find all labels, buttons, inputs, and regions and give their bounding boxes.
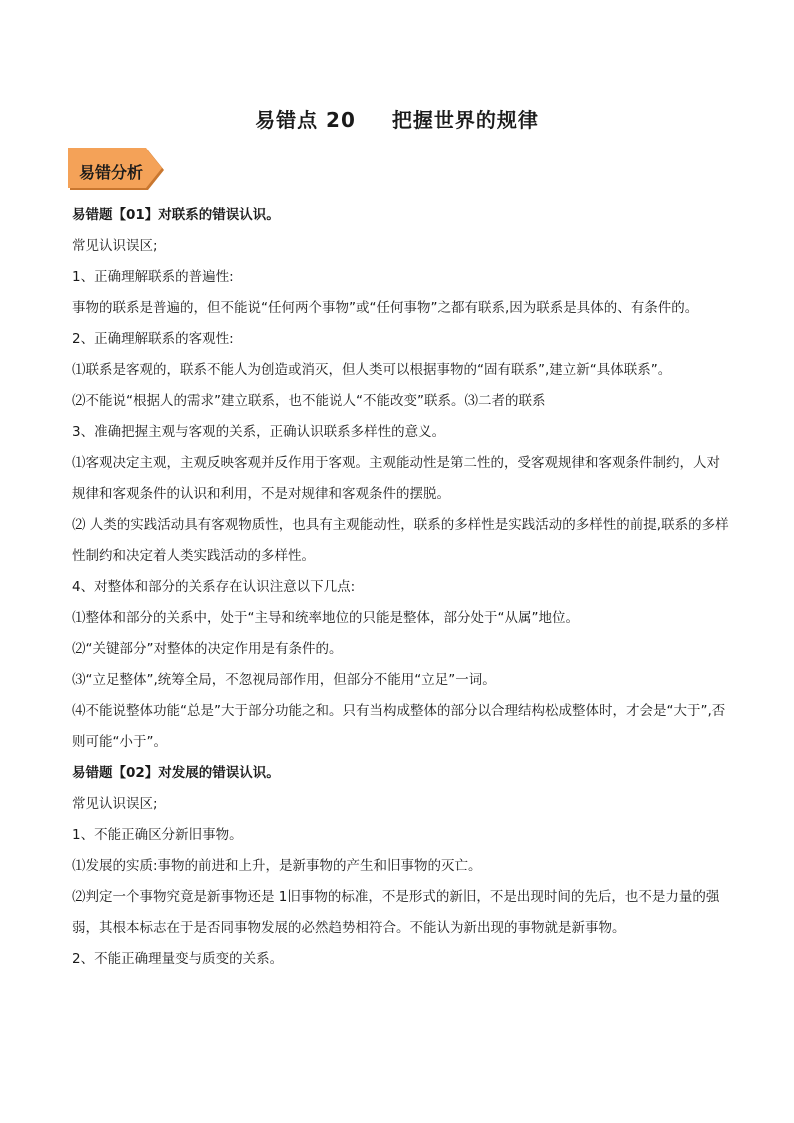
line-19: ⑴发展的实质:事物的前进和上升，是新事物的产生和旧事物的灭亡。	[72, 858, 482, 874]
line-16: 易错题【02】对发展的错误认识。	[72, 765, 280, 781]
line-9: ⑴客观决定主观，主观反映客观并反作用于客观。主观能动性是第二性的，受客观规律和客观条件制约，人对规律和客观条件的认识和利用，不是对规律和客观条件的摆脱。	[72, 455, 720, 502]
line-8: 3、准确把握主观与客观的关系，正确认识联系多样性的意义。	[72, 424, 446, 440]
title-number: 易错点 20	[255, 108, 356, 132]
line-2: 常见认识误区;	[72, 238, 158, 254]
line-6: ⑴联系是客观的，联系不能人为创造或消灭，但人类可以根据事物的“固有联系”,建立新“具体联系”。	[72, 362, 672, 378]
line-5: 2、正确理解联系的客观性:	[72, 331, 234, 347]
section-badge	[68, 148, 166, 192]
line-7: ⑵不能说“根据人的需求”建立联系，也不能说人“不能改变”联系。⑶二者的联系	[72, 393, 546, 409]
page-title	[0, 104, 794, 133]
line-14: ⑶“立足整体”,统筹全局，不忽视局部作用，但部分不能用“立足”一词。	[72, 672, 496, 688]
badge-label: 易错分析	[79, 163, 144, 182]
line-10: ⑵ 人类的实践活动具有客观物质性，也具有主观能动性，联系的多样性是实践活动的多样性的前提,联系的多样性制约和决定着人类实践活动的多样性。	[72, 517, 729, 564]
line-15: ⑷不能说整体功能“总是”大于部分功能之和。只有当构成整体的部分以合理结构松成整体时，才会是“大于”,否则可能“小于”。	[72, 703, 726, 750]
body-content	[72, 200, 732, 975]
line-11: 4、对整体和部分的关系存在认识注意以下几点:	[72, 579, 356, 595]
line-17: 常见认识误区;	[72, 796, 158, 812]
line-12: ⑴整体和部分的关系中，处于“主导和统率地位的只能是整体，部分处于“从属”地位。	[72, 610, 579, 626]
line-3: 1、正确理解联系的普遍性:	[72, 269, 234, 285]
line-21: 2、不能正确理量变与质变的关系。	[72, 951, 284, 967]
title-topic: 把握世界的规律	[391, 108, 539, 132]
line-1: 易错题【01】对联系的错误认识。	[72, 207, 280, 223]
line-20: ⑵判定一个事物究竟是新事物还是 1旧事物的标准，不是形式的新旧，不是出现时间的先后，也不是力量的强弱，其根本标志在于是否同事物发展的必然趋势相符合。不能认为新出现的事物就是新事物。	[72, 889, 720, 936]
line-18: 1、不能正确区分新旧事物。	[72, 827, 243, 843]
line-4: 事物的联系是普遍的，但不能说“任何两个事物”或“任何事物”之都有联系,因为联系是具体的、有条件的。	[72, 300, 699, 316]
line-13: ⑵“关键部分”对整体的决定作用是有条件的。	[72, 641, 343, 657]
